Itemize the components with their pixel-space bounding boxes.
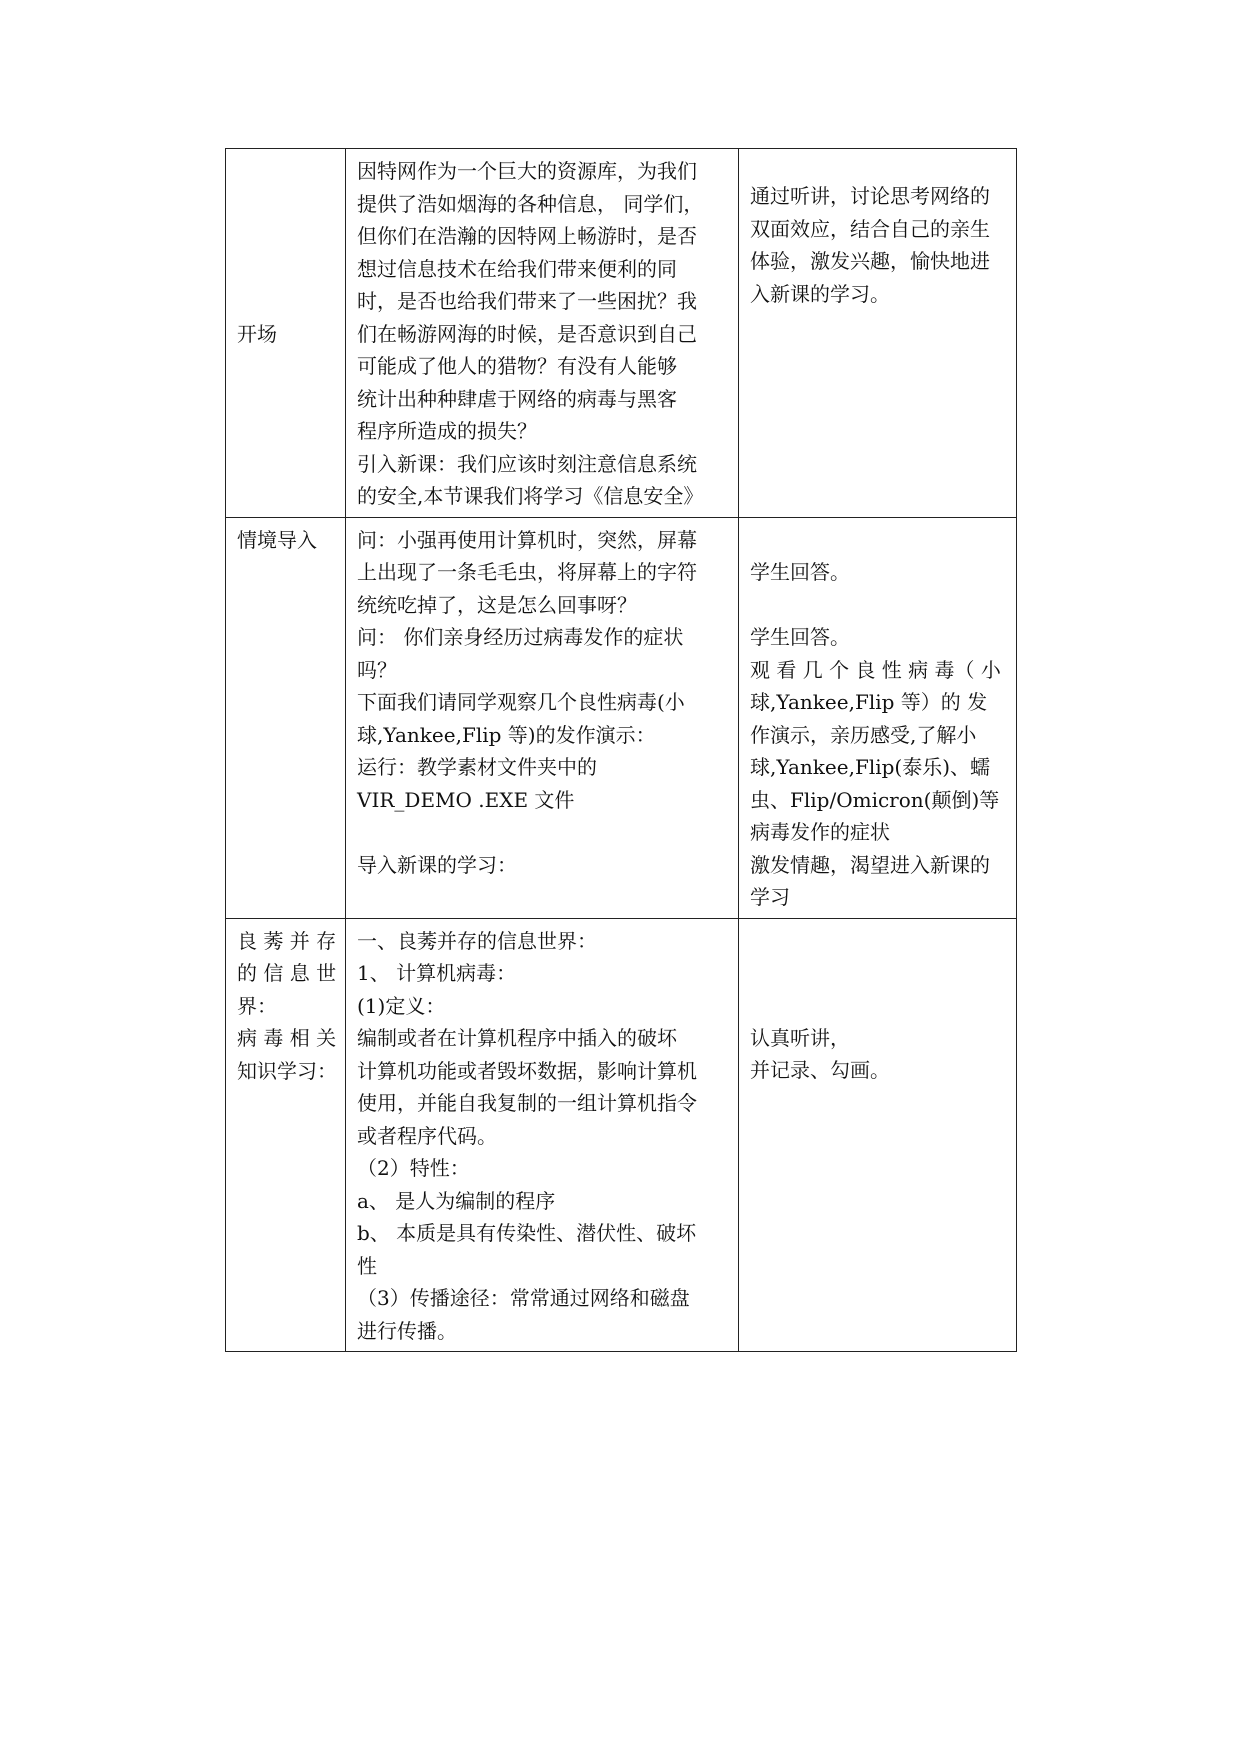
teacher-line: 引入新课：我们应该时刻注意信息系统 <box>357 451 697 476</box>
teacher-line: 进行传播。 <box>357 1318 457 1343</box>
teacher-line: VIR_DEMO .EXE 文件 <box>357 787 575 812</box>
student-line: 病毒发作的症状 <box>750 820 890 844</box>
teacher-line: 统统吃掉了，这是怎么回事呀？ <box>357 592 637 617</box>
student-line: 双面效应，结合自己的亲生 <box>750 216 990 241</box>
teacher-line: 下面我们请同学观察几个良性病毒(小 <box>357 690 685 714</box>
student-line: 学习 <box>750 885 790 909</box>
stage-cell <box>226 918 346 1352</box>
student-activity-cell <box>739 149 1017 518</box>
student-line: 观 看 几 个 良 性 病 毒（ 小 <box>750 657 1001 682</box>
teacher-line: 想过信息技术在给我们带来便利的同 <box>357 256 677 281</box>
teacher-activity-cell <box>346 918 739 1352</box>
stage-label: 界： <box>237 993 277 1018</box>
student-line: 体验，激发兴趣，愉快地进 <box>750 249 990 273</box>
teacher-activity-cell <box>346 149 739 518</box>
teacher-line: 问： 你们亲身经历过病毒发作的症状 <box>357 625 684 649</box>
stage-label: 病 毒 相 关 <box>237 1026 337 1050</box>
stage-cell <box>226 517 346 918</box>
student-line: 认真听讲， <box>750 1025 850 1050</box>
stage-cell <box>226 149 346 518</box>
student-line: 虫、Flip/Omicron(颠倒)等 <box>750 787 1000 812</box>
stage-label: 情境导入 <box>237 527 317 552</box>
stage-label: 知识学习： <box>237 1058 337 1083</box>
teacher-line: 吗？ <box>357 657 397 682</box>
teacher-line: 导入新课的学习： <box>357 852 517 877</box>
teacher-line: a、 是人为编制的程序 <box>357 1188 556 1213</box>
teacher-line: （3）传播途径：常常通过网络和磁盘 <box>357 1286 690 1310</box>
teacher-activity-cell <box>346 517 739 918</box>
teacher-line: 统计出种种肆虐于网络的病毒与黑客 <box>357 386 677 411</box>
student-activity-cell <box>739 517 1017 918</box>
teacher-line: 时，是否也给我们带来了一些困扰？我 <box>357 289 697 313</box>
student-line: 入新课的学习。 <box>750 281 890 306</box>
blank-line <box>357 816 727 849</box>
teacher-line: 或者程序代码。 <box>357 1123 497 1148</box>
student-line: 学生回答。 <box>750 560 850 584</box>
table-row <box>226 149 1017 518</box>
teacher-line: (1)定义： <box>357 993 446 1018</box>
student-line: 球,Yankee,Flip(泰乐)、蠕 <box>750 755 991 779</box>
teacher-line: 球,Yankee,Flip 等)的发作演示： <box>357 722 656 747</box>
table-row <box>226 918 1017 1352</box>
teacher-line: 问：小强再使用计算机时，突然，屏幕 <box>357 527 697 552</box>
teacher-line: 1、 计算机病毒： <box>357 961 517 985</box>
teacher-line: 因特网作为一个巨大的资源库，为我们 <box>357 159 697 183</box>
student-line: 激发情趣，渴望进入新课的 <box>750 852 990 877</box>
student-activity-cell <box>739 918 1017 1352</box>
teacher-line: 提供了浩如烟海的各种信息， 同学们， <box>357 191 704 216</box>
student-line: 学生回答。 <box>750 625 850 649</box>
lesson-plan-table <box>225 148 1017 1352</box>
teacher-line: 一、良莠并存的信息世界： <box>357 928 597 953</box>
teacher-line: 运行：教学素材文件夹中的 <box>357 755 597 779</box>
student-line: 球,Yankee,Flip 等）的 发 <box>750 690 988 714</box>
teacher-line: 可能成了他人的猎物？有没有人能够 <box>357 354 677 378</box>
student-line: 通过听讲，讨论思考网络的 <box>750 184 990 208</box>
teacher-line: 们在畅游网海的时候，是否意识到自己 <box>357 321 697 346</box>
teacher-line: 计算机功能或者毁坏数据，影响计算机 <box>357 1058 697 1083</box>
teacher-line: b、 本质是具有传染性、潜伏性、破坏 <box>357 1221 697 1245</box>
teacher-line: 但你们在浩瀚的因特网上畅游时，是否 <box>357 224 697 248</box>
stage-label: 开场 <box>237 321 277 346</box>
teacher-line: 上出现了一条毛毛虫，将屏幕上的字符 <box>357 560 697 584</box>
teacher-line: 程序所造成的损失？ <box>357 419 537 443</box>
stage-label: 的 信 息 世 <box>237 961 337 985</box>
teacher-line: 性 <box>357 1253 377 1278</box>
blank-line <box>750 589 1005 622</box>
teacher-line: 编制或者在计算机程序中插入的破坏 <box>357 1026 677 1050</box>
table-row <box>226 517 1017 918</box>
student-line: 并记录、勾画。 <box>750 1058 890 1082</box>
teacher-line: 使用，并能自我复制的一组计算机指令 <box>357 1091 697 1115</box>
student-line: 作演示，亲历感受,了解小 <box>750 722 977 747</box>
stage-label: 良 莠 并 存 <box>237 928 337 953</box>
teacher-line: （2）特性： <box>357 1156 470 1180</box>
teacher-line: 的安全,本节课我们将学习《信息安全》 <box>357 484 704 508</box>
blank-line <box>750 524 1005 557</box>
